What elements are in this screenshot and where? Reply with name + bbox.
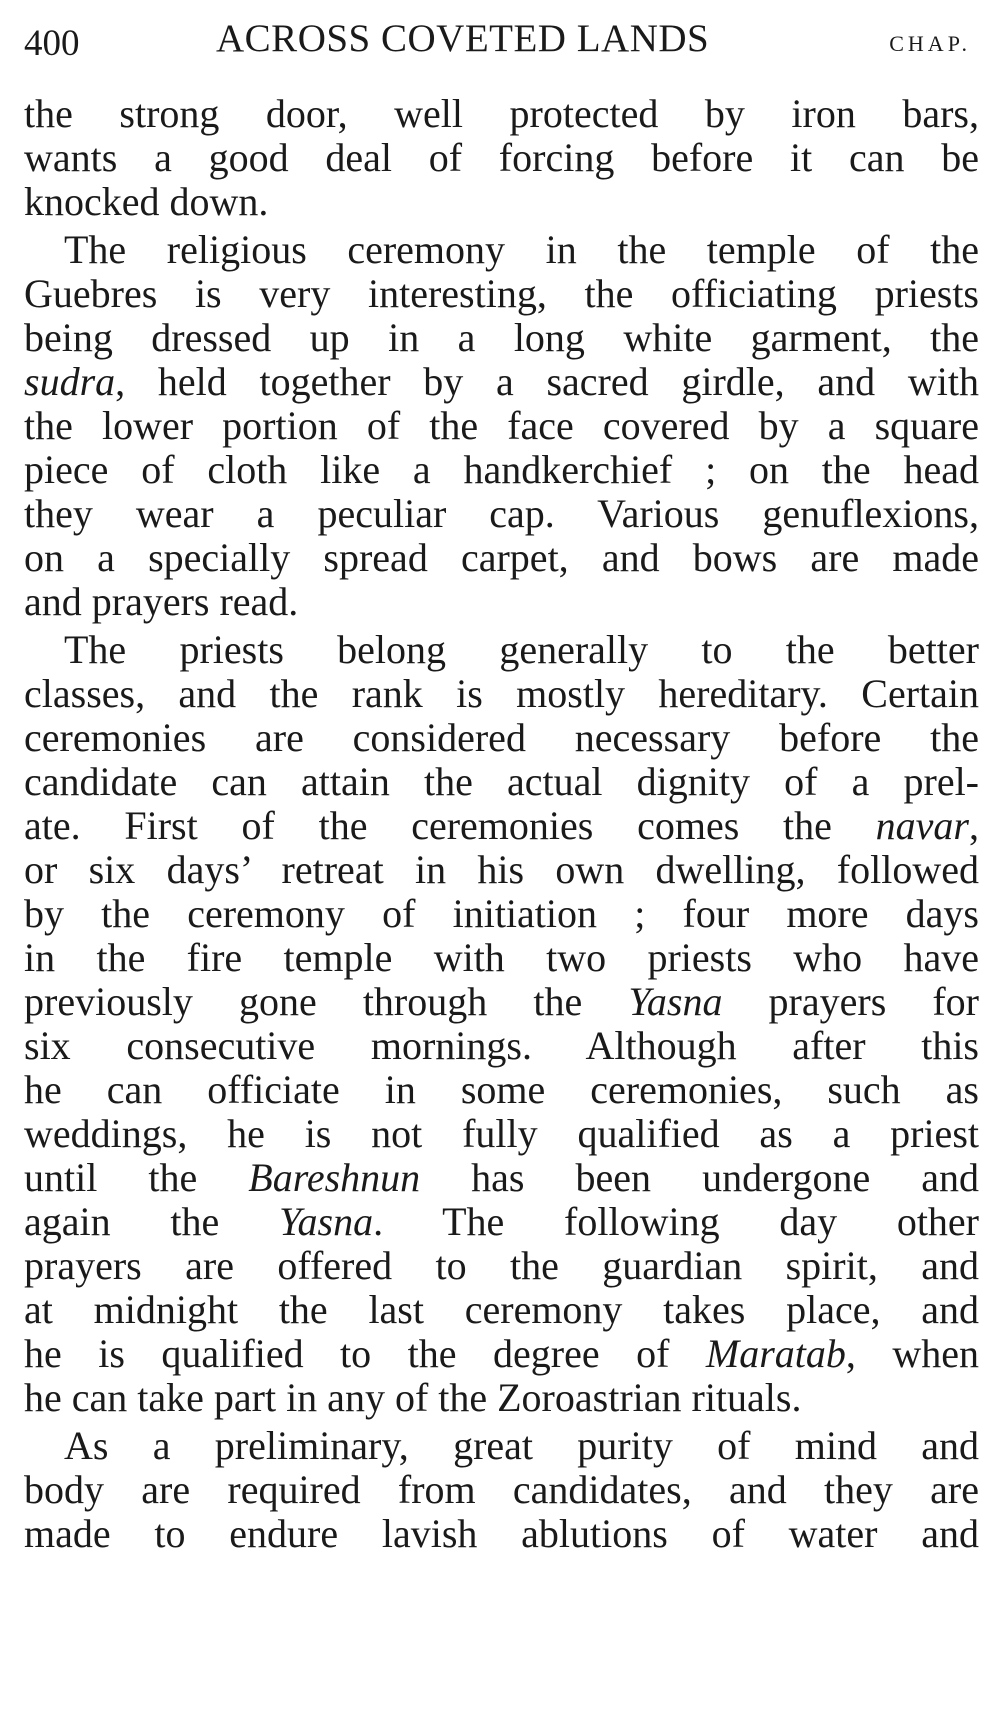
text-line	[24, 1156, 979, 1200]
text-line: The religious ceremony in the temple of the	[64, 227, 979, 272]
text-line: The priests belong generally to the better	[64, 627, 979, 672]
text-line: they wear a peculiar cap. Various genuflexions,	[24, 491, 979, 536]
italic-term: Yasna	[278, 1199, 374, 1244]
line-segment: prayers for	[722, 979, 980, 1024]
text-line	[24, 360, 979, 404]
paragraph	[24, 628, 979, 1420]
text-line	[24, 1332, 979, 1376]
text-line: prayers are offered to the guardian spirit, and	[24, 1243, 979, 1288]
text-line	[24, 804, 979, 848]
page-number: 400	[24, 23, 80, 64]
line-segment: , when	[845, 1331, 979, 1376]
text-line: candidate can attain the actual dignity of a prel-	[24, 759, 979, 804]
line-segment: . The following day other	[373, 1199, 979, 1244]
book-page	[24, 0, 979, 1734]
text-line: made to endure lavish ablutions of water and	[24, 1511, 979, 1556]
text-line: the lower portion of the face covered by a square	[24, 403, 979, 448]
text-line: he can officiate in some ceremonies, such as	[24, 1067, 979, 1112]
italic-term: Maratab	[705, 1331, 846, 1376]
text-line: wants a good deal of forcing before it can be	[24, 135, 979, 180]
line-segment: again the	[24, 1199, 279, 1244]
line-segment: ,	[969, 803, 979, 848]
text-line: body are required from candidates, and they are	[24, 1467, 979, 1512]
running-head	[24, 0, 979, 88]
italic-term: Yasna	[628, 979, 723, 1024]
line-segment: , held together by a sacred girdle, and with	[115, 359, 979, 404]
chapter-label: CHAP.	[889, 31, 971, 56]
line-segment: previously gone through the	[24, 979, 629, 1024]
text-line: or six days’ retreat in his own dwelling, followed	[24, 847, 979, 892]
text-line: by the ceremony of initiation ; four more days	[24, 891, 979, 936]
text-line: being dressed up in a long white garment, the	[24, 315, 979, 360]
italic-term: navar	[875, 803, 969, 848]
text-line: six consecutive mornings. Although after this	[24, 1023, 979, 1068]
text-line: ceremonies are considered necessary before the	[24, 715, 979, 760]
paragraph	[24, 92, 979, 224]
italic-term: Bareshnun	[248, 1155, 421, 1200]
paragraph	[24, 1424, 979, 1556]
text-line: he can take part in any of the Zoroastrian rituals.	[24, 1375, 802, 1420]
text-line: and prayers read.	[24, 579, 299, 624]
text-line	[24, 1200, 979, 1244]
italic-term: sudra	[24, 359, 116, 404]
line-segment: until the	[24, 1155, 249, 1200]
text-line	[24, 980, 979, 1024]
text-line: piece of cloth like a handkerchief ; on the head	[24, 447, 979, 492]
text-line: classes, and the rank is mostly hereditary. Certain	[24, 671, 979, 716]
text-line: Guebres is very interesting, the officiating priests	[24, 271, 979, 316]
book-title: ACROSS COVETED LANDS	[216, 17, 710, 60]
text-line: weddings, he is not fully qualified as a priest	[24, 1111, 979, 1156]
text-line: knocked down.	[24, 179, 269, 224]
line-segment: he is qualified to the degree of	[24, 1331, 706, 1376]
body-text	[24, 92, 979, 1556]
text-line: in the fire temple with two priests who have	[24, 935, 979, 980]
text-line: the strong door, well protected by iron bars,	[24, 91, 979, 136]
text-line: As a preliminary, great purity of mind and	[64, 1423, 979, 1468]
text-line: on a specially spread carpet, and bows are made	[24, 535, 979, 580]
paragraph	[24, 228, 979, 624]
text-line: at midnight the last ceremony takes place, and	[24, 1287, 979, 1332]
line-segment: ate. First of the ceremonies comes the	[24, 803, 876, 848]
line-segment: has been undergone and	[420, 1155, 979, 1200]
